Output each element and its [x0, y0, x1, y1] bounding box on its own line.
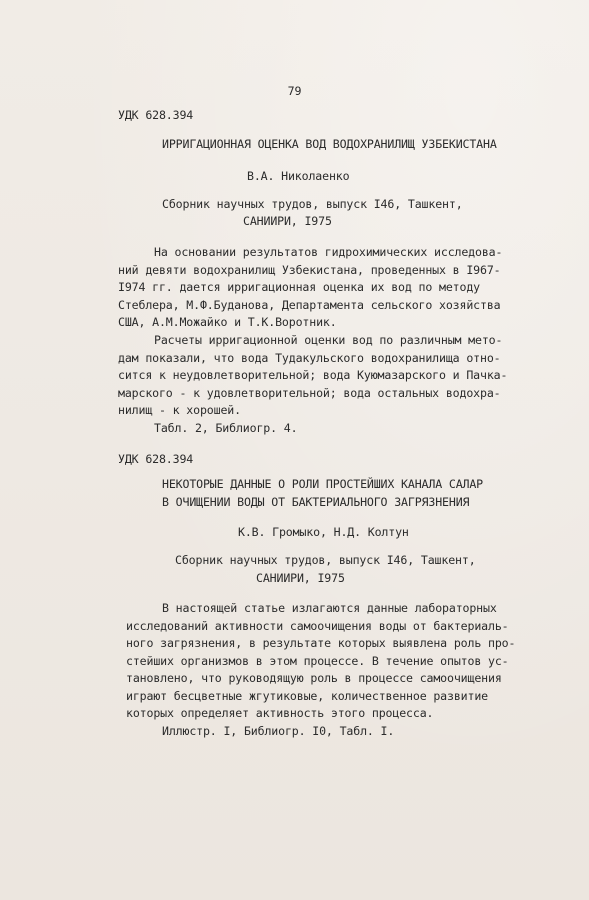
abstract-1-line: марского - к удовлетворительной; вода остальных водохра-: [118, 385, 501, 400]
udk-code-2: УДК 628.394: [118, 452, 194, 466]
collection-info-1-line-1: Сборник научных трудов, выпуск I46, Ташкент,: [162, 197, 463, 211]
page-number: 79: [287, 84, 302, 98]
article-title-2-line-2: В ОЧИЩЕНИИ ВОДЫ ОТ БАКТЕРИАЛЬНОГО ЗАГРЯЗНЕНИЯ: [162, 495, 470, 509]
abstract-1-line: Стеблера, М.Ф.Буданова, Департамента сельского хозяйства: [118, 297, 501, 312]
abstract-1-line: ний девяти водохранилищ Узбекистана, проведенных в I967-: [118, 262, 501, 277]
article-authors-1: В.А. Николаенко: [247, 169, 350, 183]
abstract-1-references: Табл. 2, Библиогр. 4.: [154, 420, 298, 435]
abstract-1-line: Расчеты ирригационной оценки вод по различным мето-: [154, 332, 503, 347]
collection-info-2-line-2: САНИИРИ, I975: [256, 571, 345, 585]
article-title-1: ИРРИГАЦИОННАЯ ОЦЕНКА ВОД ВОДОХРАНИЛИЩ УЗБЕКИСТАНА: [162, 137, 497, 151]
abstract-2: [126, 600, 515, 740]
abstract-1: [118, 244, 507, 438]
article-title-2-line-1: НЕКОТОРЫЕ ДАННЫЕ О РОЛИ ПРОСТЕЙШИХ КАНАЛА САЛАР: [162, 477, 484, 491]
abstract-2-line: стейших организмов в этом процессе. В течение опытов ус-: [126, 653, 509, 668]
abstract-1-line: I974 гг. дается ирригационная оценка их вод по методу: [118, 280, 480, 295]
udk-code-1: УДК 628.394: [118, 108, 194, 122]
abstract-2-line: которых определяет активность этого процесса.: [126, 706, 434, 720]
article-authors-2: К.В. Громыко, Н.Д. Колтун: [238, 525, 409, 539]
abstract-1-line: нилищ - к хорошей.: [118, 403, 241, 418]
abstract-1-line: На основании результатов гидрохимических исследова-: [154, 245, 503, 259]
abstract-2-line: исследований активности самоочищения воды от бактериаль-: [126, 618, 509, 633]
abstract-2-line: ного загрязнения, в результате которых выявлена роль про-: [126, 636, 516, 650]
collection-info-2-line-1: Сборник научных трудов, выпуск I46, Ташкент,: [175, 553, 476, 567]
abstract-2-line: тановлено, что руководящую роль в процессе самоочищения: [126, 671, 502, 685]
collection-info-1-line-2: САНИИРИ, I975: [243, 214, 332, 228]
abstract-1-line: США, А.М.Можайко и Т.К.Воротник.: [118, 315, 337, 330]
abstract-2-references: Иллюстр. I, Библиогр. I0, Табл. I.: [162, 723, 395, 738]
abstract-2-line: играют бесцветные жгутиковые, количественное развитие: [126, 688, 488, 703]
abstract-1-line: дам показали, что вода Тудакульского водохранилища отно-: [118, 350, 501, 365]
abstract-1-line: сится к неудовлетворительной; вода Куюмазарского и Пачка-: [118, 368, 508, 383]
abstract-2-line: В настоящей статье излагаются данные лабораторных: [162, 601, 497, 615]
